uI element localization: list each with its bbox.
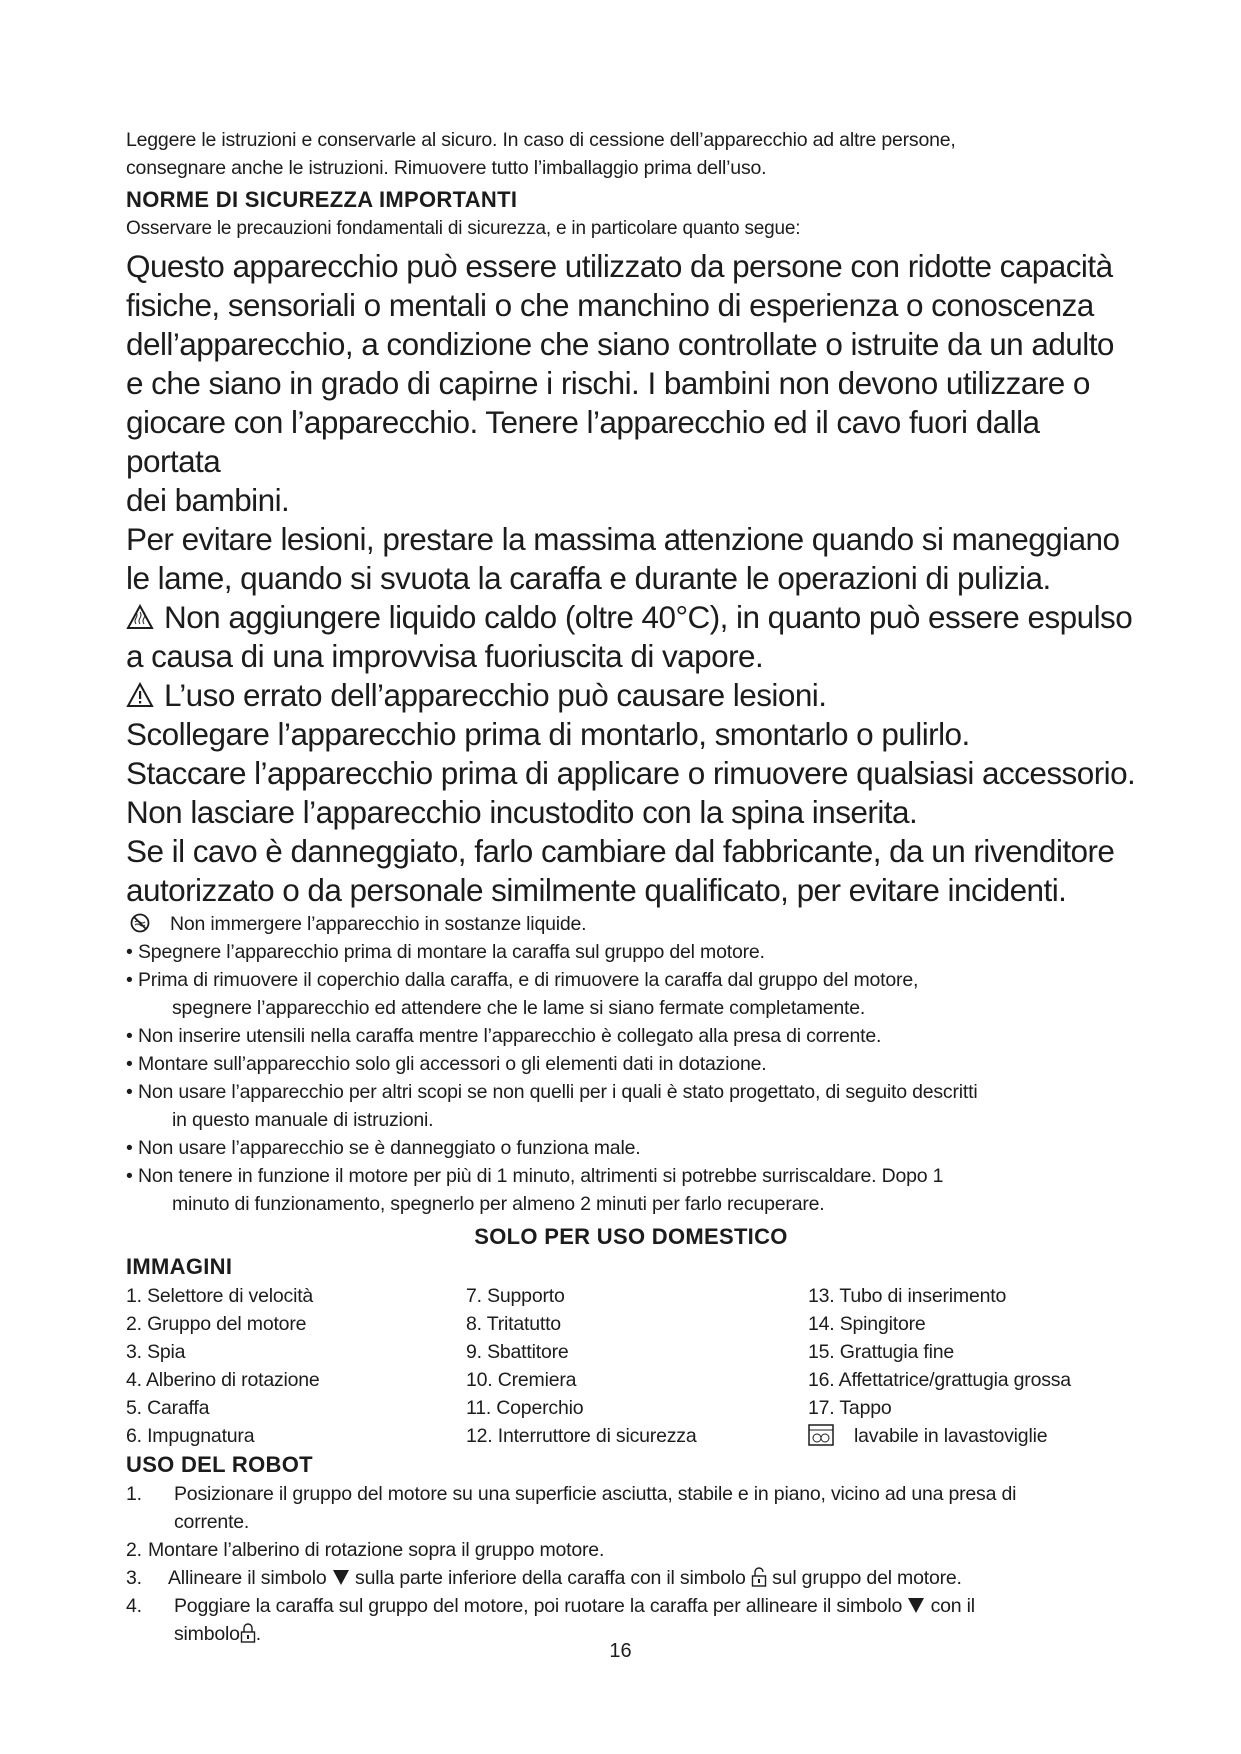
step-text-end: . bbox=[255, 1623, 262, 1645]
dishwasher-icon bbox=[808, 1424, 834, 1446]
list-item: • Montare sull’apparecchio solo gli accessori o gli elementi dati in dotazione. bbox=[126, 1053, 767, 1075]
bullet-text: Non tenere in funzione il motore per più di 1 minuto, altrimenti si potrebbe surriscaldare. Dopo 1 bbox=[138, 1165, 944, 1187]
bullet-continuation: minuto di funzionamento, spegnerlo per almeno 2 minuti per farlo recuperare. bbox=[172, 1193, 825, 1215]
no-immerse-line bbox=[126, 910, 1136, 938]
bullet-text: Non usare l’apparecchio se è danneggiato o funziona male. bbox=[138, 1137, 641, 1159]
part-item: 13. Tubo di inserimento bbox=[808, 1285, 1007, 1307]
safety-line: Non lasciare l’apparecchio incustodito con la spina inserita. bbox=[126, 794, 918, 830]
domestic-use-heading: SOLO PER USO DOMESTICO bbox=[474, 1224, 788, 1249]
part-item: 1. Selettore di velocità bbox=[126, 1285, 314, 1307]
safety-line: dell’apparecchio, a condizione che siano controllate o istruite da un adulto bbox=[126, 326, 1114, 362]
step-number: 4. bbox=[126, 1595, 142, 1617]
part-item: 3. Spia bbox=[126, 1341, 186, 1363]
part-item: 12. Interruttore di sicurezza bbox=[466, 1425, 697, 1447]
bullet-text: Non usare l’apparecchio per altri scopi se non quelli per i quali è stato progettato, di seguito descritti bbox=[138, 1081, 978, 1103]
step-number: 2. bbox=[126, 1539, 142, 1561]
step-text: Poggiare la caraffa sul gruppo del motore, poi ruotare la caraffa per allineare il simbolo bbox=[174, 1595, 903, 1617]
safety-line: Scollegare l’apparecchio prima di montarlo, smontarlo o pulirlo. bbox=[126, 716, 970, 752]
step-text: con il bbox=[930, 1595, 975, 1617]
safety-line: Per evitare lesioni, prestare la massima attenzione quando si maneggiano bbox=[126, 521, 1120, 557]
safety-bullet-list bbox=[126, 938, 1136, 1218]
safety-line: Se il cavo è danneggiato, farlo cambiare dal fabbricante, da un rivenditore bbox=[126, 833, 1115, 869]
safety-line: giocare con l’apparecchio. Tenere l’apparecchio ed il cavo fuori dalla portata bbox=[126, 404, 1040, 479]
usage-heading: USO DEL ROBOT bbox=[126, 1452, 313, 1477]
list-item bbox=[126, 1564, 1136, 1592]
step-text: Posizionare il gruppo del motore su una superficie asciutta, stabile e in piano, vicino ad una presa di bbox=[174, 1483, 1017, 1505]
images-heading: IMMAGINI bbox=[126, 1254, 233, 1279]
safety-line: dei bambini. bbox=[126, 482, 290, 518]
step-text: Montare l’alberino di rotazione sopra il gruppo motore. bbox=[148, 1539, 605, 1561]
dishwasher-text: lavabile in lavastoviglie bbox=[854, 1425, 1048, 1447]
part-item: 16. Affettatrice/grattugia grossa bbox=[808, 1369, 1071, 1391]
no-immersion-icon bbox=[130, 913, 150, 933]
unlock-icon bbox=[751, 1567, 767, 1587]
warning-icon bbox=[126, 682, 154, 708]
list-item: • Non inserire utensili nella caraffa mentre l’apparecchio è collegato alla presa di corrente. bbox=[126, 1025, 882, 1047]
dishwasher-item bbox=[808, 1422, 1108, 1450]
bullet-text: Prima di rimuovere il coperchio dalla caraffa, e di rimuovere la caraffa dal gruppo del motore, bbox=[138, 969, 919, 991]
list-item: • Non usare l’apparecchio per altri scopi se non quelli per i quali è stato progettato, di seguito descritti in questo manuale di istruzioni. bbox=[126, 1078, 1136, 1134]
list-item bbox=[126, 1536, 1136, 1564]
part-item: 6. Impugnatura bbox=[126, 1425, 255, 1447]
safety-line: fisiche, sensoriali o mentali o che manchino di esperienza o conoscenza bbox=[126, 287, 1094, 323]
part-item: 17. Tappo bbox=[808, 1397, 892, 1419]
hot-liquid-warning bbox=[126, 598, 1136, 637]
list-item: • Non tenere in funzione il motore per più di 1 minuto, altrimenti si potrebbe surriscaldare. Dopo 1 minuto di funzionamento, spegnerlo per almeno 2 minuti per farlo recuperare. bbox=[126, 1162, 1136, 1218]
part-item: 2. Gruppo del motore bbox=[126, 1313, 307, 1335]
parts-list bbox=[126, 1282, 1136, 1450]
part-item: 7. Supporto bbox=[466, 1285, 565, 1307]
misuse-warning-text: L’uso errato dell’apparecchio può causare lesioni. bbox=[164, 677, 827, 713]
safety-subheading: Osservare le precauzioni fondamentali di sicurezza, e in particolare quanto segue: bbox=[126, 218, 801, 239]
bullet-continuation: in questo manuale di istruzioni. bbox=[172, 1109, 434, 1131]
list-item: • Non usare l’apparecchio se è danneggiato o funziona male. bbox=[126, 1137, 641, 1159]
part-item: 9. Sbattitore bbox=[466, 1341, 569, 1363]
intro-line-2: consegnare anche le istruzioni. Rimuovere tutto l’imballaggio prima dell’uso. bbox=[126, 157, 767, 179]
safety-line: le lame, quando si svuota la caraffa e durante le operazioni di pulizia. bbox=[126, 560, 1051, 596]
step-text-cont: simbolo bbox=[174, 1623, 240, 1645]
step-text: Allineare il simbolo bbox=[168, 1567, 327, 1589]
safety-line: autorizzato o da personale similmente qualificato, per evitare incidenti. bbox=[126, 872, 1067, 908]
triangle-down-icon bbox=[907, 1596, 925, 1614]
part-item: 4. Alberino di rotazione bbox=[126, 1369, 320, 1391]
part-item: 15. Grattugia fine bbox=[808, 1341, 954, 1363]
list-item: • Prima di rimuovere il coperchio dalla caraffa, e di rimuovere la caraffa dal gruppo del motore, spegnere l’apparecchio ed attendere che le lame si siano fermate completamente. bbox=[126, 966, 1136, 1022]
safety-line: Staccare l’apparecchio prima di applicare o rimuovere qualsiasi accessorio. bbox=[126, 755, 1136, 791]
step-text: sul gruppo del motore. bbox=[772, 1567, 962, 1589]
hot-liquid-warning-cont: a causa di una improvvisa fuoriuscita di vapore. bbox=[126, 638, 764, 674]
usage-steps bbox=[126, 1480, 1136, 1648]
bullet-text: Spegnere l’apparecchio prima di montare la caraffa sul gruppo del motore. bbox=[138, 941, 765, 963]
manual-page bbox=[126, 126, 1136, 1648]
bullet-text: Montare sull’apparecchio solo gli accessori o gli elementi dati in dotazione. bbox=[138, 1053, 767, 1075]
page-number: 16 bbox=[609, 1640, 632, 1662]
step-text-cont: corrente. bbox=[174, 1511, 250, 1533]
part-item: 11. Coperchio bbox=[466, 1397, 584, 1419]
intro-line-1: Leggere le istruzioni e conservarle al sicuro. In caso di cessione dell’apparecchio ad altre persone, bbox=[126, 129, 956, 151]
list-item: • Spegnere l’apparecchio prima di montare la caraffa sul gruppo del motore. bbox=[126, 941, 765, 963]
safety-line: e che siano in grado di capirne i rischi. I bambini non devono utilizzare o bbox=[126, 365, 1090, 401]
hot-surface-warning-icon bbox=[126, 604, 154, 630]
misuse-warning bbox=[126, 676, 1136, 715]
triangle-down-icon bbox=[332, 1568, 350, 1586]
hot-liquid-warning-text: Non aggiungere liquido caldo (oltre 40°C), in quanto può essere espulso bbox=[164, 599, 1133, 635]
safety-heading: NORME DI SICUREZZA IMPORTANTI bbox=[126, 187, 518, 212]
bullet-continuation: spegnere l’apparecchio ed attendere che le lame si siano fermate completamente. bbox=[172, 997, 866, 1019]
bullet-text: Non inserire utensili nella caraffa mentre l’apparecchio è collegato alla presa di corrente. bbox=[138, 1025, 882, 1047]
part-item: 8. Tritatutto bbox=[466, 1313, 561, 1335]
part-item: 5. Caraffa bbox=[126, 1397, 210, 1419]
part-item: 10. Cremiera bbox=[466, 1369, 577, 1391]
part-item: 14. Spingitore bbox=[808, 1313, 926, 1335]
step-number: 1. bbox=[126, 1483, 142, 1505]
step-number: 3. bbox=[126, 1567, 142, 1589]
no-immerse-text: Non immergere l’apparecchio in sostanze liquide. bbox=[170, 913, 587, 935]
list-item bbox=[126, 1480, 1136, 1536]
step-text: sulla parte inferiore della caraffa con il simbolo bbox=[355, 1567, 746, 1589]
safety-line: Questo apparecchio può essere utilizzato da persone con ridotte capacità bbox=[126, 248, 1113, 284]
